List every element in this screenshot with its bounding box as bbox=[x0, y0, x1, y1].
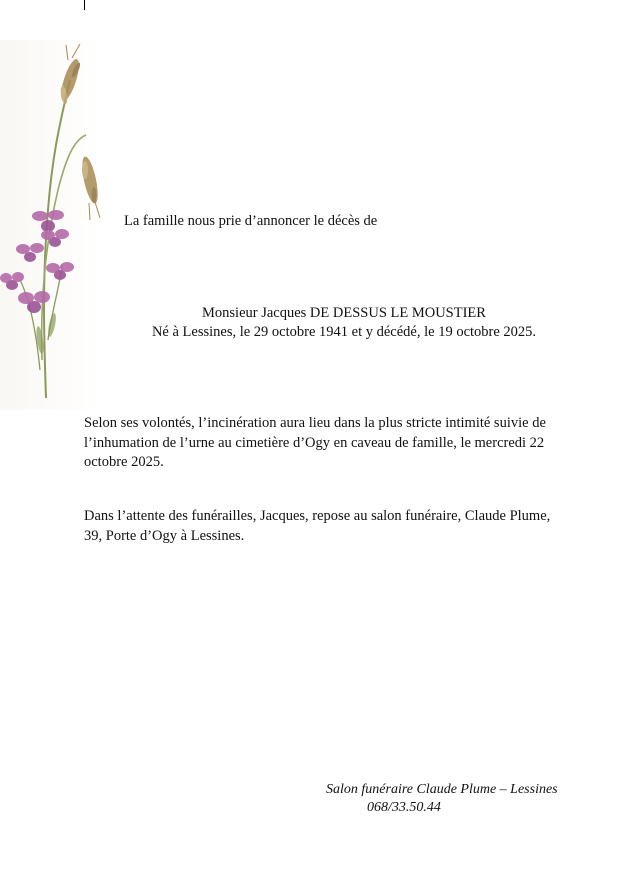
phone-number: 068/33.50.44 bbox=[367, 800, 441, 815]
wildflower-illustration bbox=[0, 40, 110, 410]
birth-death-line: Né à Lessines, le 29 octobre 1941 et y décédé, le 19 octobre 2025. bbox=[151, 324, 537, 340]
funeral-home-paragraph bbox=[84, 507, 604, 546]
paragraph-line: Selon ses volontés, l’incinération aura lieu dans la plus stricte intimité suivie de bbox=[84, 415, 546, 431]
deceased-name: Monsieur Jacques DE DESSUS LE MOUSTIER bbox=[202, 305, 486, 321]
ceremony-paragraph bbox=[84, 414, 604, 473]
deceased-block bbox=[84, 304, 604, 342]
paragraph-line: octobre 2025. bbox=[84, 454, 164, 470]
funeral-home-name: Salon funéraire Claude Plume – Lessines bbox=[326, 782, 558, 797]
paragraph-line: l’inhumation de l’urne au cimetière d’Ogy en caveau de famille, le mercredi 22 bbox=[84, 434, 545, 451]
text-cursor bbox=[84, 0, 85, 10]
paragraph-line: Dans l’attente des funérailles, Jacques, repose au salon funéraire, Claude Plume, bbox=[84, 508, 551, 524]
footer-signature bbox=[300, 781, 600, 817]
intro-text: La famille nous prie d’annoncer le décès de bbox=[124, 213, 378, 229]
paragraph-line: 39, Porte d’Ogy à Lessines. bbox=[84, 527, 245, 544]
